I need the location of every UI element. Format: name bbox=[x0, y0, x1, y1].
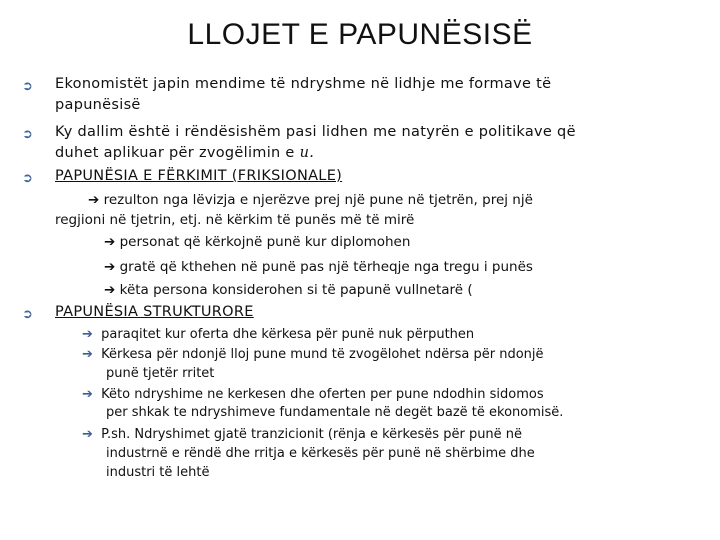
structural-sub-3-line-1 bbox=[82, 387, 544, 402]
frictional-sub-1-line-2: regjioni në tjetrin, etj. në kërkim të punës më të mirë bbox=[55, 212, 415, 228]
frictional-sub-3 bbox=[104, 259, 533, 275]
variable-u: u. bbox=[299, 145, 315, 161]
arrow-right-icon: ➔ bbox=[82, 427, 93, 442]
structural-sub-3-line-2: per shkak te ndryshimeve fundamentale në degët bazë të ekonomisë. bbox=[106, 405, 564, 420]
frictional-sub-1-text: rezulton nga lëvizja e njerëzve prej një pune në tjetrën, prej një bbox=[99, 192, 533, 208]
structural-sub-4-line-2: industrnë e rëndë dhe rritja e kërkesës për punë në shërbime dhe bbox=[106, 446, 535, 461]
bullet-icon: ➲ bbox=[22, 79, 33, 94]
arrow-right-icon: ➔ bbox=[104, 259, 116, 275]
structural-sub-3-text: Këto ndryshime ne kerkesen dhe oferten per pune ndodhin sidomos bbox=[101, 387, 544, 402]
frictional-heading: PAPUNËSIA E FËRKIMIT (FRIKSIONALE) bbox=[55, 168, 343, 184]
bullet-1-line-2: papunësisë bbox=[55, 97, 141, 113]
structural-sub-4-line-1 bbox=[82, 427, 522, 442]
arrow-right-icon: ➔ bbox=[104, 234, 116, 250]
frictional-sub-3-text: gratë që kthehen në punë pas një tërheqje nga tregu i punës bbox=[115, 259, 533, 275]
bullet-icon: ➲ bbox=[22, 171, 33, 186]
frictional-sub-4-text: këta persona konsiderohen si të papunë vullnetarë ( bbox=[115, 282, 473, 298]
structural-sub-1-text: paraqitet kur oferta dhe kërkesa për punë nuk përputhen bbox=[101, 327, 475, 342]
bullet-icon: ➲ bbox=[22, 127, 33, 142]
frictional-sub-2 bbox=[104, 234, 410, 250]
structural-sub-2-line-1 bbox=[82, 347, 544, 362]
structural-sub-1 bbox=[82, 327, 474, 342]
bullet-1-line-1: Ekonomistët japin mendime të ndryshme në lidhje me formave të bbox=[55, 76, 552, 92]
frictional-sub-4 bbox=[104, 282, 473, 298]
arrow-right-icon: ➔ bbox=[104, 282, 116, 298]
bullet-icon: ➲ bbox=[22, 307, 33, 322]
structural-sub-2-text: Kërkesa për ndonjë lloj pune mund të zvogëlohet ndërsa për ndonjë bbox=[101, 347, 544, 362]
structural-sub-2-line-2: punë tjetër rritet bbox=[106, 366, 215, 381]
frictional-sub-2-text: personat që kërkojnë punë kur diplomohen bbox=[115, 234, 411, 250]
arrow-right-icon: ➔ bbox=[82, 347, 93, 362]
frictional-sub-1-line-1 bbox=[88, 192, 533, 208]
structural-sub-4-text: P.sh. Ndryshimet gjatë tranzicionit (rënja e kërkesës për punë në bbox=[101, 427, 523, 442]
bullet-2-line-2 bbox=[55, 145, 314, 161]
bullet-2-line-1: Ky dallim është i rëndësishëm pasi lidhen me natyrën e politikave që bbox=[55, 124, 576, 140]
structural-sub-4-line-3: industri të lehtë bbox=[106, 465, 210, 480]
slide-title: LLOJET E PAPUNËSISË bbox=[187, 18, 533, 51]
structural-heading: PAPUNËSIA STRUKTURORE bbox=[55, 304, 254, 320]
arrow-right-icon: ➔ bbox=[82, 387, 93, 402]
arrow-right-icon: ➔ bbox=[88, 192, 100, 208]
arrow-right-icon: ➔ bbox=[82, 327, 93, 342]
bullet-2-text: duhet aplikuar për zvogëlimin e bbox=[55, 145, 300, 161]
